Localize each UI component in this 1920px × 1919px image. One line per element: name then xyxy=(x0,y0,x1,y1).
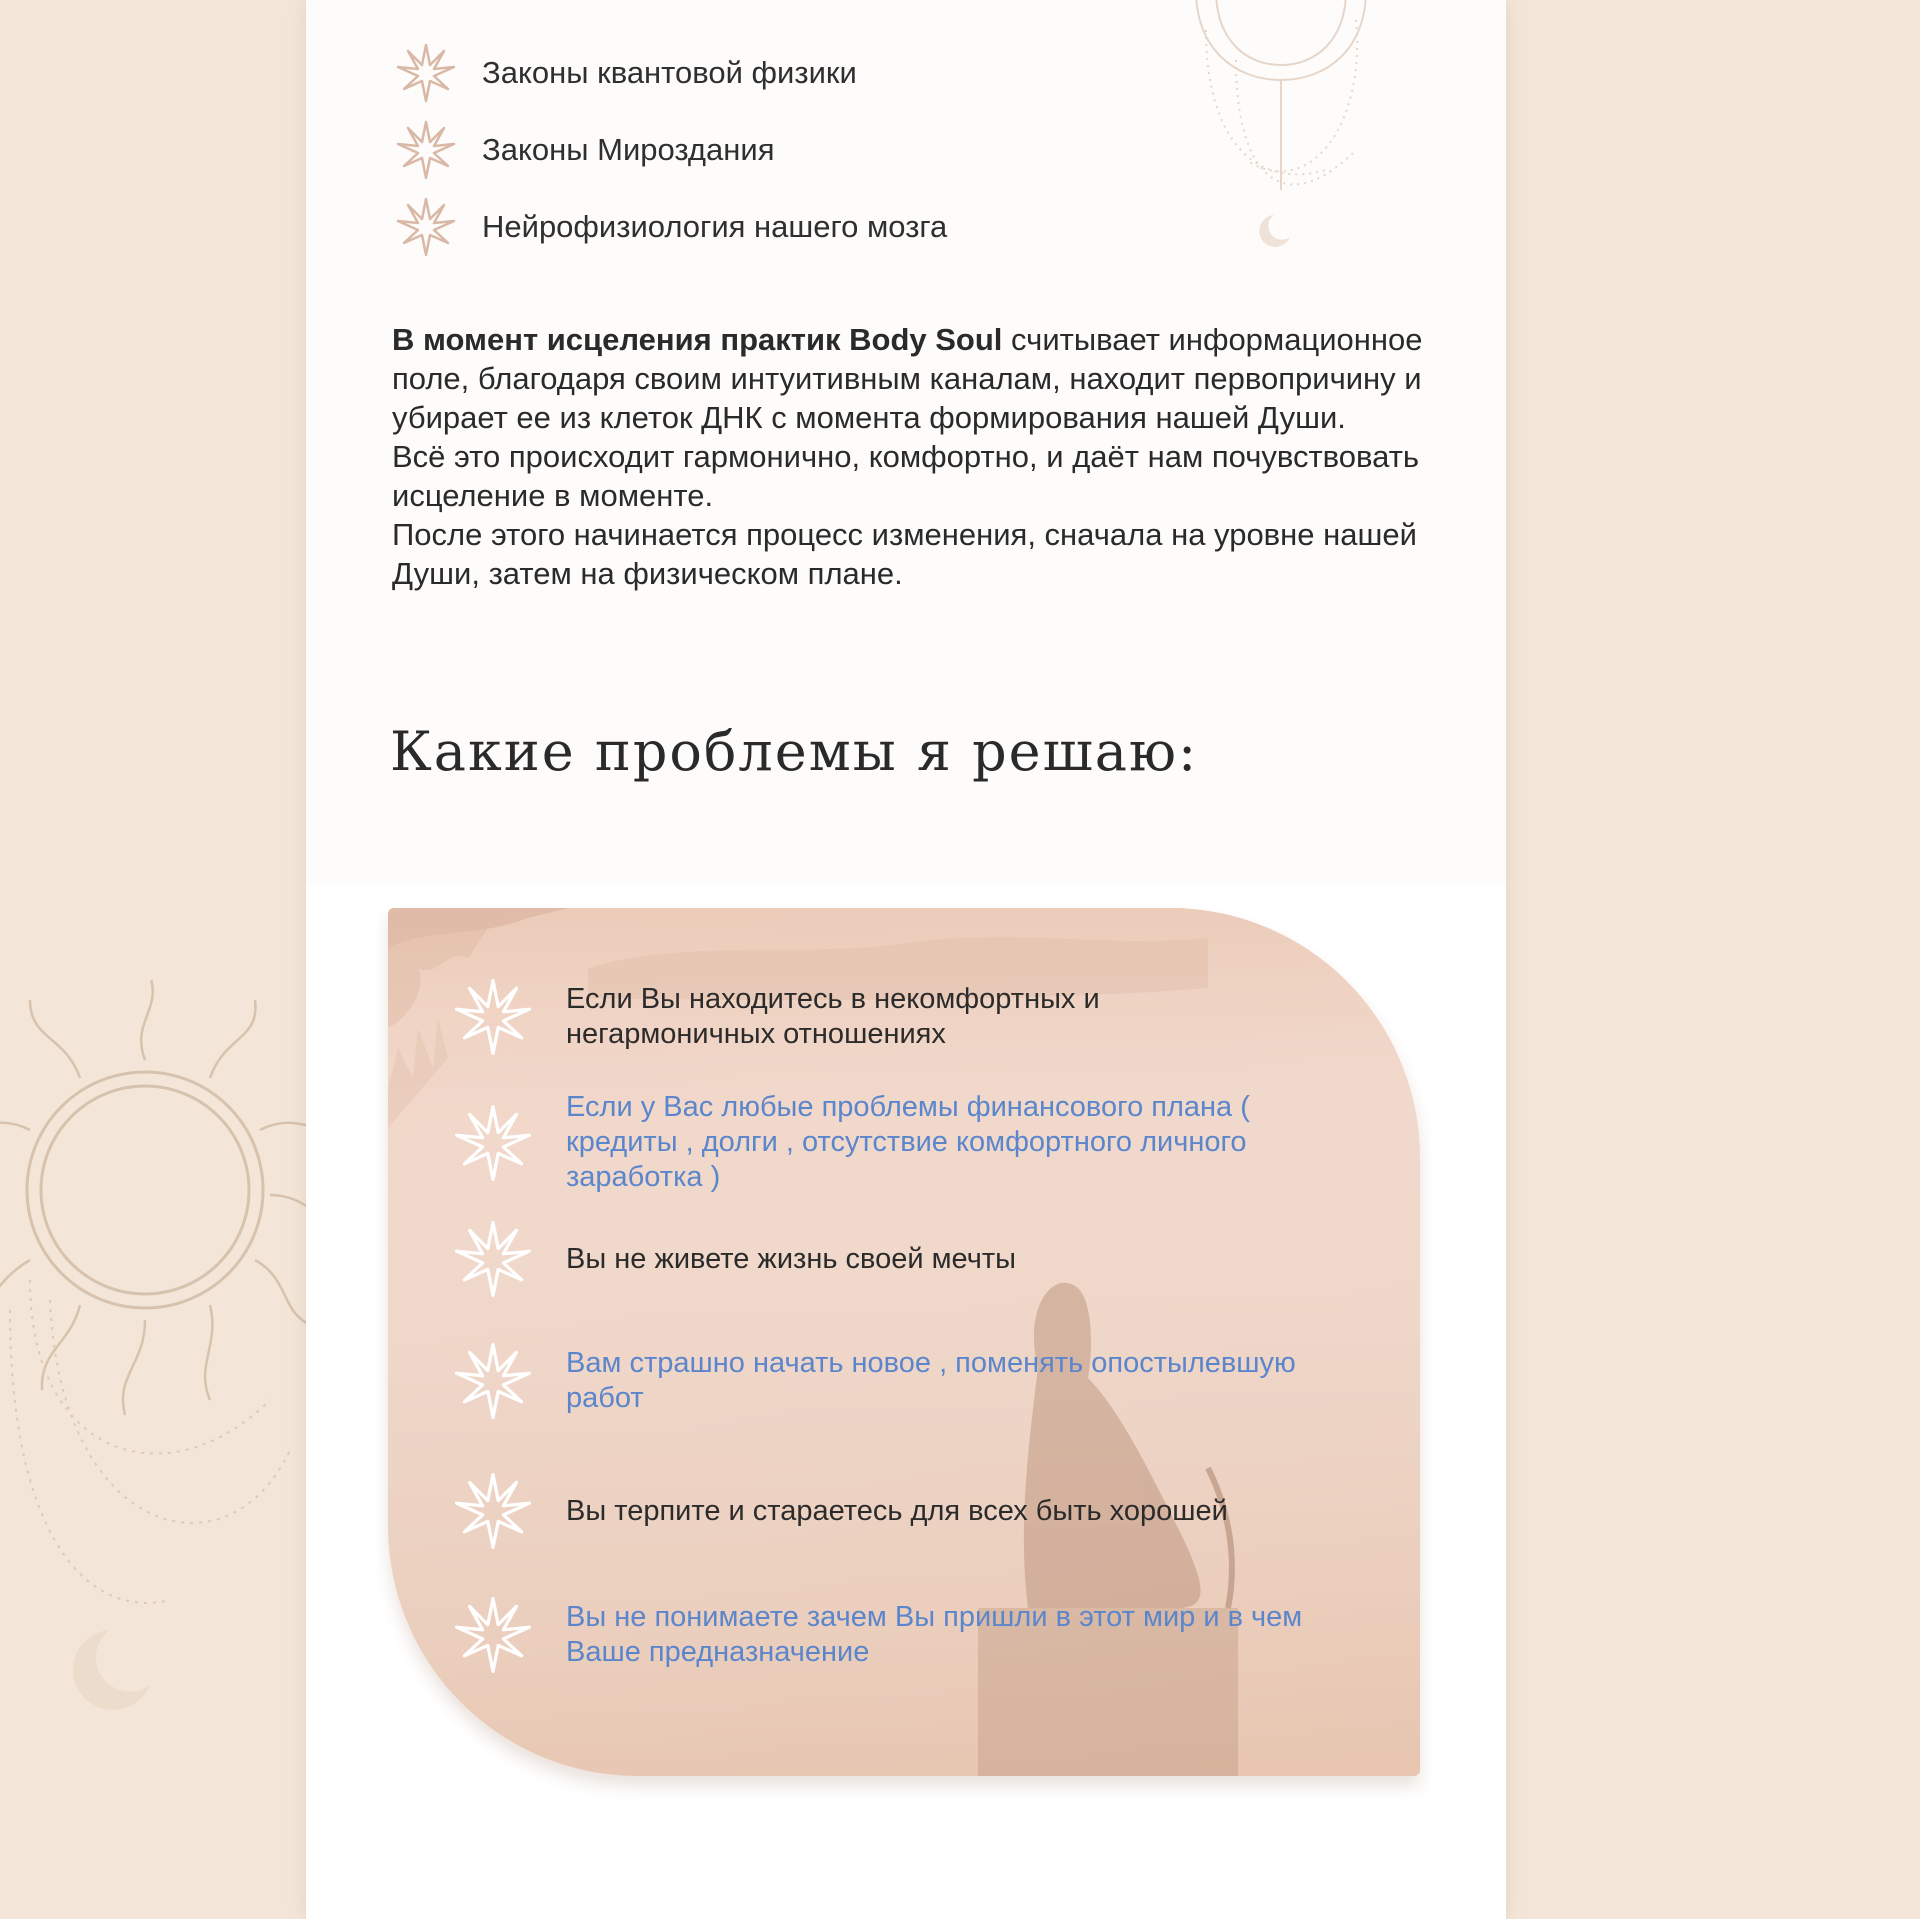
healing-description xyxy=(392,320,1452,593)
problem-text: Если у Вас любые проблемы финансового плана ( кредиты , долги , отсутствие комфортного личного заработка ) xyxy=(566,1091,1250,1193)
star-burst-icon xyxy=(396,43,456,103)
star-burst-icon xyxy=(454,978,532,1056)
problems-card xyxy=(388,908,1420,1776)
description-paragraph xyxy=(392,320,1452,437)
problem-text: Вы не понимаете зачем Вы пришли в этот мир и в чем Ваше предназначение xyxy=(566,1601,1303,1668)
star-burst-icon xyxy=(454,1342,532,1420)
law-label: Законы квантовой физики xyxy=(482,54,857,90)
problem-text: Вы терпите и стараетесь для всех быть хорошей xyxy=(566,1494,1228,1527)
list-item xyxy=(396,34,947,111)
laws-list xyxy=(396,34,947,265)
star-burst-icon xyxy=(396,120,456,180)
intro-section xyxy=(306,0,1506,885)
page-content xyxy=(306,0,1506,1919)
star-burst-icon xyxy=(454,1596,532,1674)
problem-text: Вы не живете жизнь своей мечты xyxy=(566,1242,1016,1275)
law-label: Законы Мироздания xyxy=(482,131,775,167)
problem-text: Если Вы находитесь в некомфортных и негармоничных отношениях xyxy=(566,983,1100,1050)
list-item xyxy=(454,1090,1354,1195)
problem-text: Вам страшно начать новое , поменять опостылевшую работ xyxy=(566,1347,1296,1414)
law-label: Нейрофизиология нашего мозга xyxy=(482,208,948,244)
section-heading: Какие проблемы я решаю: xyxy=(390,720,1199,783)
list-item xyxy=(454,1472,1354,1550)
star-burst-icon xyxy=(454,1104,532,1182)
list-item xyxy=(454,1220,1354,1298)
sun-pendant-ornament-icon xyxy=(1176,0,1386,270)
list-item xyxy=(454,1342,1354,1420)
list-item xyxy=(396,111,947,188)
description-paragraph: Всё это происходит гармонично, комфортно, и даёт нам почувствовать исцеление в моменте. xyxy=(392,439,1420,513)
star-burst-icon xyxy=(454,1472,532,1550)
sun-ornament-icon xyxy=(0,980,310,1740)
list-item xyxy=(454,1596,1354,1674)
star-burst-icon xyxy=(396,197,456,257)
description-paragraph: После этого начинается процесс изменения, сначала на уровне нашей Души, затем на физическом плане. xyxy=(392,517,1417,591)
description-text: считывает информационное поле, благодаря своим интуитивным каналам, находит первопричину и убирает ее из клеток ДНК с момента формирования нашей Души. xyxy=(392,322,1423,435)
star-burst-icon xyxy=(454,1220,532,1298)
list-item xyxy=(454,978,1354,1056)
description-bold-lead: В момент исцеления практик Body Soul xyxy=(392,322,1003,357)
list-item xyxy=(396,188,947,265)
